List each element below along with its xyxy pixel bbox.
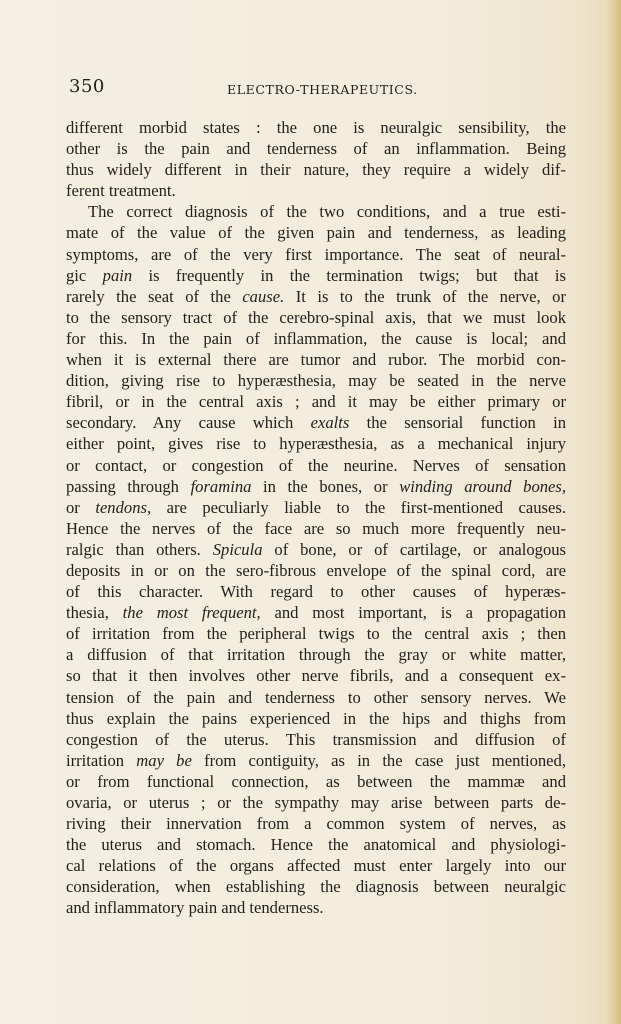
text-segment: and most important, is a propagation [260,603,567,623]
text-line [66,497,566,518]
text-segment: irritation [66,750,137,770]
italic-text: the most frequent, [122,603,261,623]
italic-text: exalts [310,413,350,433]
text-line: thus widely different in their nature, they require a widely dif- [66,160,566,180]
text-line: or contact, or congestion of the neurine. Nerves of sensation [66,455,566,475]
text-line: so that it then involves other nerve fibrils, and a consequent ex- [66,666,566,686]
italic-text: cause. [242,286,285,306]
text-line [66,286,566,307]
text-line: fibril, or in the central axis ; and it may be either primary or [66,392,566,412]
text-line: congestion of the uterus. This transmission and diffusion of [66,729,566,749]
text-line: a diffusion of that irritation through the gray or white matter, [66,645,566,665]
text-line [66,539,566,560]
text-segment: rarely the seat of the [66,286,243,306]
text-line: for this. In the pain of inflammation, the cause is local; and [66,328,566,348]
text-line: ovaria, or uterus ; or the sympathy may arise between parts de- [66,793,566,812]
text-line: mate of the value of the given pain and tenderness, as leading [66,223,566,243]
text-line [66,602,566,623]
page-number: 350 [69,76,105,97]
text-segment: or [66,497,96,517]
text-line: and inflammatory pain and tenderness. [66,898,324,918]
italic-text: may be [136,750,192,770]
text-segment: thesia, [66,603,123,623]
text-line: of this character. With regard to other causes of hyperæs- [66,582,566,602]
text-line: when it is external there are tumor and rubor. The morbid con- [66,350,566,370]
text-segment: is frequently in the termination twigs; but that is [132,265,567,285]
text-line: other is the pain and tenderness of an inflammation. Being [66,139,566,159]
text-line: either point, gives rise to hyperæsthesia, as a mechanical injury [66,434,566,454]
text-line: symptoms, are of the very first importance. The seat of neural- [66,244,566,264]
italic-text: winding around bones, [399,476,567,496]
text-line: tension of the pain and tenderness to other sensory nerves. We [66,687,566,707]
text-line: Hence the nerves of the face are so much more frequently neu- [66,518,566,538]
text-line: cal relations of the organs affected must enter largely into our [66,856,566,876]
body-text [66,117,566,919]
text-line: different morbid states : the one is neuralgic sensibility, the [66,118,566,137]
text-segment: in the bones, or [251,476,400,496]
text-line: dition, giving rise to hyperæsthesia, may be seated in the nerve [66,371,566,391]
page-header [69,76,569,102]
text-line [66,750,566,771]
running-head: ELECTRO-THERAPEUTICS. [227,82,418,97]
text-line: The correct diagnosis of the two conditions, and a true esti- [88,202,566,222]
text-line [66,412,566,433]
text-segment: ralgic than others. [66,539,213,559]
text-segment: are peculiarly liable to the first-mentioned causes. [151,497,566,517]
text-line [66,265,566,286]
text-segment: of bone, or of cartilage, or analogous [262,539,567,559]
page-edge-shadow [605,0,621,1024]
text-segment: gic [66,265,103,285]
text-line: riving their innervation from a common system of nerves, as [66,814,566,834]
text-segment: secondary. Any cause which [66,413,311,433]
text-line: or from functional connection, as between the mammæ and [66,771,566,791]
italic-text: pain [102,265,133,285]
text-line: ferent treatment. [66,181,176,201]
italic-text: Spicula [212,539,263,559]
text-segment: the sensorial function in [349,413,566,433]
text-line: thus explain the pains experienced in the hips and thighs from [66,708,566,728]
italic-text: foramina [190,476,252,496]
italic-text: tendons, [95,497,152,517]
text-line [66,476,566,497]
text-line: to the sensory tract of the cerebro-spinal axis, that we must look [66,307,566,327]
text-segment: from contiguity, as in the case just mentioned, [191,750,566,770]
text-line: deposits in or on the sero-fibrous envelope of the spinal cord, are [66,560,566,580]
text-line: consideration, when establishing the diagnosis between neuralgic [66,877,566,897]
text-line: of irritation from the peripheral twigs to the central axis ; then [66,624,566,644]
text-line: the uterus and stomach. Hence the anatomical and physiologi- [66,835,566,855]
text-segment: It is to the trunk of the nerve, or [284,286,566,306]
text-segment: passing through [66,476,191,496]
